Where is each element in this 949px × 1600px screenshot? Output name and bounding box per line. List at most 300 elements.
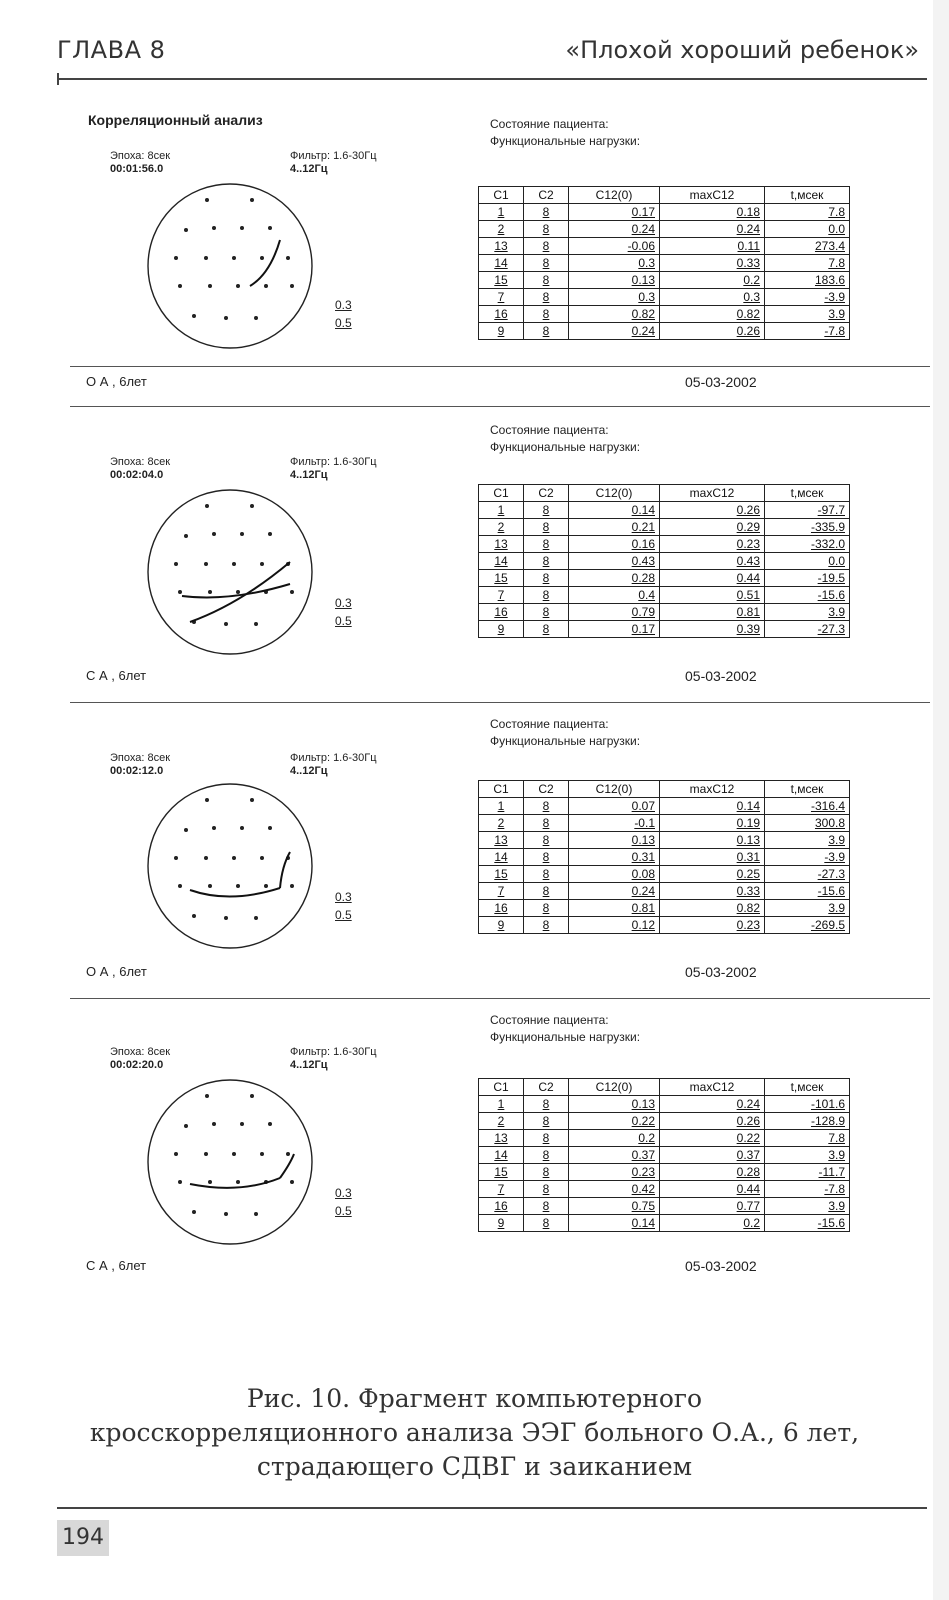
book-title-header: «Плохой хороший ребенок» bbox=[565, 36, 919, 64]
table-cell: -316.4 bbox=[765, 798, 850, 815]
table-cell: 8 bbox=[524, 832, 569, 849]
correlation-panel bbox=[70, 422, 930, 712]
electrode-dot bbox=[212, 532, 216, 536]
table-cell: 0.37 bbox=[569, 1147, 660, 1164]
electrode-dot bbox=[212, 1122, 216, 1126]
electrode-dot bbox=[224, 622, 228, 626]
electrode-dot bbox=[224, 916, 228, 920]
table-cell: 8 bbox=[524, 1181, 569, 1198]
table-cell: 8 bbox=[524, 306, 569, 323]
figure-caption bbox=[0, 1382, 949, 1484]
table-cell: 0.14 bbox=[569, 1215, 660, 1232]
filter-label: Фильтр: 1.6-30Гц bbox=[290, 752, 377, 764]
table-cell: 0.82 bbox=[569, 306, 660, 323]
table-row bbox=[479, 1147, 850, 1164]
table-cell: 0.22 bbox=[660, 1130, 765, 1147]
table-cell: 0.24 bbox=[660, 1096, 765, 1113]
table-cell: 9 bbox=[479, 323, 524, 340]
table-cell: 0.82 bbox=[660, 306, 765, 323]
table-cell: 14 bbox=[479, 553, 524, 570]
load-label: Функциональные нагрузки: bbox=[490, 734, 641, 748]
correlation-table bbox=[478, 1078, 850, 1232]
correlation-panel bbox=[70, 1012, 930, 1302]
status-label: Состояние пациента: bbox=[490, 423, 609, 437]
table-cell: 16 bbox=[479, 306, 524, 323]
table-cell: 0.24 bbox=[660, 221, 765, 238]
table-cell: 8 bbox=[524, 621, 569, 638]
table-cell: 0.31 bbox=[660, 849, 765, 866]
band-label: 4..12Гц bbox=[290, 1059, 328, 1071]
table-cell: 0.3 bbox=[569, 255, 660, 272]
table-cell: 0.14 bbox=[569, 502, 660, 519]
electrode-dot bbox=[260, 1152, 264, 1156]
column-header: C12(0) bbox=[569, 485, 660, 502]
table-cell: 0.24 bbox=[569, 883, 660, 900]
table-cell: -3.9 bbox=[765, 289, 850, 306]
coherence-line bbox=[250, 240, 280, 286]
electrode-dot bbox=[192, 914, 196, 918]
table-cell: 0.0 bbox=[765, 553, 850, 570]
table-cell: 9 bbox=[479, 917, 524, 934]
electrode-dot bbox=[224, 316, 228, 320]
table-cell: 8 bbox=[524, 815, 569, 832]
table-cell: 0.16 bbox=[569, 536, 660, 553]
table-cell: 13 bbox=[479, 1130, 524, 1147]
table-row bbox=[479, 1130, 850, 1147]
coherence-line bbox=[190, 1178, 280, 1188]
table-cell: 0.12 bbox=[569, 917, 660, 934]
table-cell: 0.22 bbox=[569, 1113, 660, 1130]
table-cell: -97.7 bbox=[765, 502, 850, 519]
epoch-label: Эпоха: 8сек bbox=[110, 456, 171, 468]
table-cell: -332.0 bbox=[765, 536, 850, 553]
table-cell: 0.2 bbox=[660, 1215, 765, 1232]
band-label: 4..12Гц bbox=[290, 469, 328, 481]
filter-info bbox=[290, 150, 377, 176]
status-label: Состояние пациента: bbox=[490, 1013, 609, 1027]
eeg-head-map bbox=[130, 1074, 330, 1256]
table-row bbox=[479, 621, 850, 638]
header-divider bbox=[57, 78, 927, 80]
electrode-dot bbox=[204, 1152, 208, 1156]
eeg-head-map bbox=[130, 484, 330, 666]
threshold-low: 0.3 bbox=[335, 596, 352, 610]
epoch-info bbox=[110, 150, 170, 176]
patient-label: С А , 6лет bbox=[86, 668, 147, 683]
table-cell: 8 bbox=[524, 1113, 569, 1130]
table-cell: -3.9 bbox=[765, 849, 850, 866]
table-cell: 8 bbox=[524, 1164, 569, 1181]
table-cell: 0.33 bbox=[660, 255, 765, 272]
table-cell: 7.8 bbox=[765, 1130, 850, 1147]
table-cell: 8 bbox=[524, 604, 569, 621]
epoch-label: Эпоха: 8сек bbox=[110, 752, 171, 764]
status-label: Состояние пациента: bbox=[490, 117, 609, 131]
record-date: 05-03-2002 bbox=[685, 1258, 757, 1274]
table-cell: -15.6 bbox=[765, 587, 850, 604]
electrode-dot bbox=[174, 856, 178, 860]
table-cell: 7.8 bbox=[765, 204, 850, 221]
eeg-head-map bbox=[130, 178, 330, 360]
table-cell: 8 bbox=[524, 238, 569, 255]
table-cell: 0.44 bbox=[660, 570, 765, 587]
electrode-dot bbox=[224, 1212, 228, 1216]
electrode-dot bbox=[264, 884, 268, 888]
caption-line: кросскорреляционного анализа ЭЭГ больного О.А., 6 лет, bbox=[89, 1418, 860, 1447]
electrode-dot bbox=[208, 884, 212, 888]
table-cell: -269.5 bbox=[765, 917, 850, 934]
table-row bbox=[479, 255, 850, 272]
table-header-row bbox=[479, 187, 850, 204]
table-cell: 3.9 bbox=[765, 900, 850, 917]
filter-label: Фильтр: 1.6-30Гц bbox=[290, 1046, 377, 1058]
head-outline bbox=[148, 1080, 312, 1244]
panel-divider bbox=[70, 702, 930, 703]
filter-label: Фильтр: 1.6-30Гц bbox=[290, 456, 377, 468]
table-cell: 0.25 bbox=[660, 866, 765, 883]
table-cell: 1 bbox=[479, 798, 524, 815]
table-cell: 14 bbox=[479, 849, 524, 866]
electrode-dot bbox=[254, 622, 258, 626]
load-label: Функциональные нагрузки: bbox=[490, 440, 641, 454]
table-cell: 0.26 bbox=[660, 323, 765, 340]
table-cell: -15.6 bbox=[765, 1215, 850, 1232]
table-row bbox=[479, 323, 850, 340]
table-cell: 0.29 bbox=[660, 519, 765, 536]
column-header: C1 bbox=[479, 1079, 524, 1096]
threshold-high: 0.5 bbox=[335, 1204, 352, 1218]
table-cell: -128.9 bbox=[765, 1113, 850, 1130]
electrode-dot bbox=[184, 828, 188, 832]
patient-label: С А , 6лет bbox=[86, 1258, 147, 1273]
table-cell: 16 bbox=[479, 1198, 524, 1215]
head-outline bbox=[148, 490, 312, 654]
table-cell: 0.26 bbox=[660, 502, 765, 519]
table-cell: 0.21 bbox=[569, 519, 660, 536]
electrode-dot bbox=[208, 590, 212, 594]
panel-divider bbox=[70, 406, 930, 407]
electrode-dot bbox=[174, 1152, 178, 1156]
table-cell: 0.75 bbox=[569, 1198, 660, 1215]
table-cell: 0.18 bbox=[660, 204, 765, 221]
electrode-dot bbox=[184, 228, 188, 232]
coherence-line bbox=[190, 888, 280, 897]
electrode-dot bbox=[250, 1094, 254, 1098]
table-cell: 0.0 bbox=[765, 221, 850, 238]
coherence-line bbox=[280, 1154, 294, 1178]
eeg-head-map bbox=[130, 778, 330, 960]
threshold-high: 0.5 bbox=[335, 908, 352, 922]
table-row bbox=[479, 289, 850, 306]
filter-info bbox=[290, 752, 377, 778]
table-cell: 0.13 bbox=[569, 1096, 660, 1113]
table-row bbox=[479, 900, 850, 917]
table-cell: 3.9 bbox=[765, 1147, 850, 1164]
electrode-dot bbox=[184, 534, 188, 538]
electrode-dot bbox=[250, 198, 254, 202]
table-cell: 8 bbox=[524, 323, 569, 340]
table-cell: 0.42 bbox=[569, 1181, 660, 1198]
record-date: 05-03-2002 bbox=[685, 374, 757, 390]
table-cell: 0.43 bbox=[569, 553, 660, 570]
threshold-legend bbox=[335, 1184, 352, 1220]
page-number: 194 bbox=[57, 1520, 109, 1556]
table-cell: -11.7 bbox=[765, 1164, 850, 1181]
column-header: C1 bbox=[479, 485, 524, 502]
head-outline bbox=[148, 784, 312, 948]
table-cell: 13 bbox=[479, 238, 524, 255]
electrode-dot bbox=[236, 884, 240, 888]
threshold-legend bbox=[335, 888, 352, 924]
footer-divider bbox=[57, 1507, 927, 1509]
table-cell: 0.28 bbox=[660, 1164, 765, 1181]
epoch-info bbox=[110, 1046, 170, 1072]
table-cell: 0.4 bbox=[569, 587, 660, 604]
electrode-dot bbox=[250, 798, 254, 802]
table-cell: 0.24 bbox=[569, 323, 660, 340]
table-cell: 8 bbox=[524, 570, 569, 587]
electrode-dot bbox=[204, 256, 208, 260]
epoch-time: 00:02:12.0 bbox=[110, 765, 164, 777]
table-cell: -27.3 bbox=[765, 866, 850, 883]
electrode-dot bbox=[264, 284, 268, 288]
column-header: t,мсек bbox=[765, 781, 850, 798]
table-row bbox=[479, 866, 850, 883]
threshold-legend bbox=[335, 296, 352, 332]
record-date: 05-03-2002 bbox=[685, 964, 757, 980]
table-row bbox=[479, 204, 850, 221]
electrode-dot bbox=[178, 884, 182, 888]
table-row bbox=[479, 306, 850, 323]
table-cell: -335.9 bbox=[765, 519, 850, 536]
table-cell: -0.1 bbox=[569, 815, 660, 832]
column-header: t,мсек bbox=[765, 485, 850, 502]
electrode-dot bbox=[212, 226, 216, 230]
table-cell: 8 bbox=[524, 1215, 569, 1232]
column-header: maxC12 bbox=[660, 485, 765, 502]
load-label: Функциональные нагрузки: bbox=[490, 1030, 641, 1044]
electrode-dot bbox=[174, 256, 178, 260]
table-cell: 8 bbox=[524, 553, 569, 570]
threshold-high: 0.5 bbox=[335, 614, 352, 628]
electrode-dot bbox=[240, 532, 244, 536]
table-row bbox=[479, 221, 850, 238]
table-cell: 0.79 bbox=[569, 604, 660, 621]
table-row bbox=[479, 553, 850, 570]
table-row bbox=[479, 570, 850, 587]
table-cell: -27.3 bbox=[765, 621, 850, 638]
table-cell: 8 bbox=[524, 289, 569, 306]
table-cell: 7 bbox=[479, 883, 524, 900]
head-outline bbox=[148, 184, 312, 348]
correlation-panel bbox=[70, 716, 930, 1011]
table-cell: 0.77 bbox=[660, 1198, 765, 1215]
table-cell: -15.6 bbox=[765, 883, 850, 900]
table-cell: 0.23 bbox=[569, 1164, 660, 1181]
table-cell: 9 bbox=[479, 621, 524, 638]
electrode-dot bbox=[236, 590, 240, 594]
table-cell: 9 bbox=[479, 1215, 524, 1232]
column-header: C12(0) bbox=[569, 1079, 660, 1096]
electrode-dot bbox=[232, 256, 236, 260]
electrode-dot bbox=[268, 226, 272, 230]
correlation-table bbox=[478, 186, 850, 340]
chapter-header: ГЛАВА 8 bbox=[57, 36, 166, 64]
electrode-dot bbox=[286, 256, 290, 260]
electrode-dot bbox=[268, 532, 272, 536]
table-row bbox=[479, 1096, 850, 1113]
table-cell: 0.81 bbox=[660, 604, 765, 621]
column-header: t,мсек bbox=[765, 1079, 850, 1096]
electrode-dot bbox=[178, 284, 182, 288]
table-cell: 0.13 bbox=[569, 832, 660, 849]
table-cell: 0.17 bbox=[569, 204, 660, 221]
column-header: maxC12 bbox=[660, 1079, 765, 1096]
patient-status bbox=[490, 422, 640, 456]
table-cell: 0.24 bbox=[569, 221, 660, 238]
table-row bbox=[479, 238, 850, 255]
table-cell: 0.31 bbox=[569, 849, 660, 866]
table-row bbox=[479, 502, 850, 519]
epoch-time: 00:02:20.0 bbox=[110, 1059, 164, 1071]
table-cell: 183.6 bbox=[765, 272, 850, 289]
caption-line: Рис. 10. Фрагмент компьютерного bbox=[246, 1384, 703, 1413]
table-cell: -7.8 bbox=[765, 323, 850, 340]
table-cell: 7 bbox=[479, 1181, 524, 1198]
table-cell: 0.28 bbox=[569, 570, 660, 587]
electrode-dot bbox=[192, 1210, 196, 1214]
patient-label: О А , 6лет bbox=[86, 964, 147, 979]
electrode-dot bbox=[205, 198, 209, 202]
correlation-panel bbox=[70, 112, 930, 412]
table-header-row bbox=[479, 485, 850, 502]
table-cell: 8 bbox=[524, 587, 569, 604]
table-cell: 1 bbox=[479, 1096, 524, 1113]
table-cell: 0.17 bbox=[569, 621, 660, 638]
electrode-dot bbox=[290, 884, 294, 888]
table-cell: 8 bbox=[524, 536, 569, 553]
electrode-dot bbox=[204, 562, 208, 566]
page-edge-shadow bbox=[933, 0, 949, 1600]
column-header: C2 bbox=[524, 485, 569, 502]
filter-label: Фильтр: 1.6-30Гц bbox=[290, 150, 377, 162]
electrode-dot bbox=[260, 856, 264, 860]
epoch-label: Эпоха: 8сек bbox=[110, 1046, 171, 1058]
status-label: Состояние пациента: bbox=[490, 717, 609, 731]
coherence-line bbox=[182, 584, 290, 598]
table-cell: 0.51 bbox=[660, 587, 765, 604]
table-cell: 2 bbox=[479, 1113, 524, 1130]
table-cell: 0.43 bbox=[660, 553, 765, 570]
column-header: C2 bbox=[524, 781, 569, 798]
table-row bbox=[479, 536, 850, 553]
correlation-table bbox=[478, 780, 850, 934]
electrode-dot bbox=[290, 590, 294, 594]
electrode-dot bbox=[205, 1094, 209, 1098]
table-cell: 14 bbox=[479, 1147, 524, 1164]
table-row bbox=[479, 1113, 850, 1130]
table-cell: 2 bbox=[479, 815, 524, 832]
epoch-label: Эпоха: 8сек bbox=[110, 150, 171, 162]
threshold-legend bbox=[335, 594, 352, 630]
table-cell: 0.07 bbox=[569, 798, 660, 815]
column-header: t,мсек bbox=[765, 187, 850, 204]
table-cell: 1 bbox=[479, 204, 524, 221]
table-cell: -0.06 bbox=[569, 238, 660, 255]
table-cell: 15 bbox=[479, 866, 524, 883]
table-cell: 1 bbox=[479, 502, 524, 519]
electrode-dot bbox=[254, 916, 258, 920]
table-cell: 8 bbox=[524, 1096, 569, 1113]
electrode-dot bbox=[286, 1152, 290, 1156]
table-cell: 8 bbox=[524, 849, 569, 866]
threshold-low: 0.3 bbox=[335, 890, 352, 904]
table-cell: -101.6 bbox=[765, 1096, 850, 1113]
panel-divider bbox=[70, 998, 930, 999]
table-cell: 0.23 bbox=[660, 917, 765, 934]
electrode-dot bbox=[236, 284, 240, 288]
electrode-dot bbox=[232, 562, 236, 566]
electrode-dot bbox=[208, 1180, 212, 1184]
table-cell: 8 bbox=[524, 1198, 569, 1215]
column-header: C12(0) bbox=[569, 781, 660, 798]
load-label: Функциональные нагрузки: bbox=[490, 134, 641, 148]
table-row bbox=[479, 1215, 850, 1232]
table-cell: 2 bbox=[479, 221, 524, 238]
table-cell: 300.8 bbox=[765, 815, 850, 832]
table-cell: 0.33 bbox=[660, 883, 765, 900]
table-cell: 0.19 bbox=[660, 815, 765, 832]
table-cell: 0.81 bbox=[569, 900, 660, 917]
table-cell: 0.13 bbox=[660, 832, 765, 849]
table-cell: 7 bbox=[479, 587, 524, 604]
table-cell: 14 bbox=[479, 255, 524, 272]
table-cell: 0.13 bbox=[569, 272, 660, 289]
panel-title: Корреляционный анализ bbox=[88, 112, 263, 128]
table-row bbox=[479, 272, 850, 289]
table-row bbox=[479, 815, 850, 832]
table-cell: 8 bbox=[524, 272, 569, 289]
table-cell: 8 bbox=[524, 900, 569, 917]
table-cell: 3.9 bbox=[765, 832, 850, 849]
table-cell: 15 bbox=[479, 1164, 524, 1181]
electrode-dot bbox=[250, 504, 254, 508]
band-label: 4..12Гц bbox=[290, 163, 328, 175]
panel-divider bbox=[70, 366, 930, 367]
table-row bbox=[479, 798, 850, 815]
table-cell: 0.23 bbox=[660, 536, 765, 553]
table-cell: 3.9 bbox=[765, 306, 850, 323]
column-header: C2 bbox=[524, 1079, 569, 1096]
filter-info bbox=[290, 1046, 377, 1072]
table-header-row bbox=[479, 781, 850, 798]
patient-status bbox=[490, 1012, 640, 1046]
column-header: C12(0) bbox=[569, 187, 660, 204]
electrode-dot bbox=[205, 504, 209, 508]
table-row bbox=[479, 1198, 850, 1215]
epoch-info bbox=[110, 752, 170, 778]
table-cell: 13 bbox=[479, 536, 524, 553]
table-cell: 0.39 bbox=[660, 621, 765, 638]
electrode-dot bbox=[240, 826, 244, 830]
electrode-dot bbox=[254, 1212, 258, 1216]
table-cell: 8 bbox=[524, 1147, 569, 1164]
table-cell: 0.14 bbox=[660, 798, 765, 815]
table-cell: 15 bbox=[479, 272, 524, 289]
table-cell: 0.37 bbox=[660, 1147, 765, 1164]
correlation-table bbox=[478, 484, 850, 638]
electrode-dot bbox=[290, 284, 294, 288]
